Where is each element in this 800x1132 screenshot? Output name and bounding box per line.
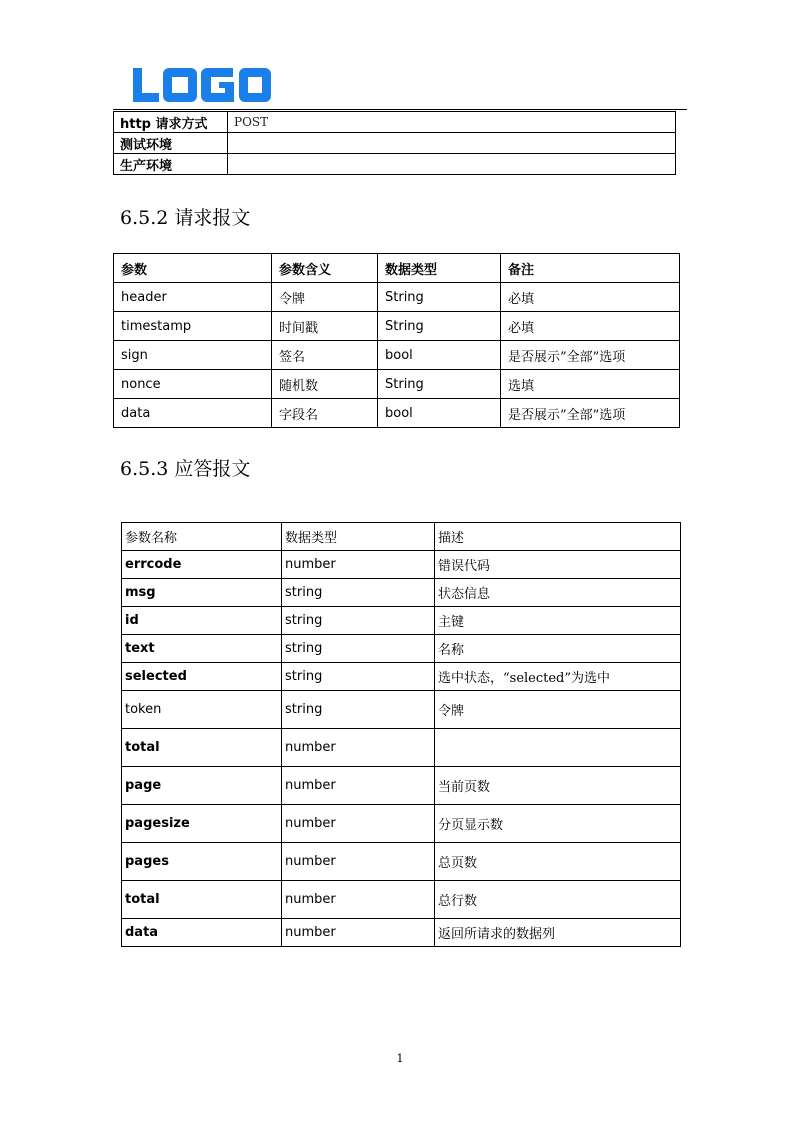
- table-cell: 主键: [435, 607, 681, 635]
- column-header: 数据类型: [378, 254, 501, 283]
- table-cell: number: [282, 843, 435, 881]
- table-row: [122, 663, 681, 691]
- table-row: [122, 691, 681, 729]
- table-row: [114, 154, 676, 175]
- table-cell: 必填: [501, 312, 680, 341]
- column-header: 描述: [435, 523, 681, 551]
- table-cell: 选填: [501, 370, 680, 399]
- table-cell: number: [282, 805, 435, 843]
- table-row: [114, 312, 680, 341]
- table-cell: page: [122, 767, 282, 805]
- table-header-row: [114, 254, 680, 283]
- table-cell: 总页数: [435, 843, 681, 881]
- table-row: [114, 133, 676, 154]
- table-cell: pages: [122, 843, 282, 881]
- table-row: [122, 919, 681, 947]
- header-rule: [113, 109, 687, 110]
- table-cell: String: [378, 283, 501, 312]
- table-row: [122, 805, 681, 843]
- table-cell: number: [282, 919, 435, 947]
- table-cell: bool: [378, 341, 501, 370]
- table-cell: 是否展示”全部”选项: [501, 399, 680, 428]
- http-method-value: POST: [228, 112, 676, 133]
- page-number: 1: [396, 1052, 404, 1065]
- table-cell: string: [282, 635, 435, 663]
- table-cell: 返回所请求的数据列: [435, 919, 681, 947]
- table-row: [122, 579, 681, 607]
- logo: [131, 66, 271, 106]
- table-row: [122, 635, 681, 663]
- table-row: [122, 767, 681, 805]
- table-header-row: [122, 523, 681, 551]
- table-cell: bool: [378, 399, 501, 428]
- table-cell: 签名: [272, 341, 378, 370]
- table-cell: number: [282, 729, 435, 767]
- table-cell: msg: [122, 579, 282, 607]
- table-cell: text: [122, 635, 282, 663]
- table-cell: 时间戳: [272, 312, 378, 341]
- table-cell: id: [122, 607, 282, 635]
- table-cell: 令牌: [435, 691, 681, 729]
- request-heading: 6.5.2 请求报文: [120, 207, 251, 229]
- column-header: 数据类型: [282, 523, 435, 551]
- table-cell: string: [282, 579, 435, 607]
- table-cell: string: [282, 663, 435, 691]
- table-row: [122, 729, 681, 767]
- test-env-value: [228, 133, 676, 154]
- table-cell: 随机数: [272, 370, 378, 399]
- table-cell: 令牌: [272, 283, 378, 312]
- table-cell: nonce: [114, 370, 272, 399]
- column-header: 参数: [114, 254, 272, 283]
- table-cell: String: [378, 370, 501, 399]
- column-header: 参数含义: [272, 254, 378, 283]
- http-info-table: [113, 111, 676, 175]
- table-row: [114, 283, 680, 312]
- table-cell: string: [282, 607, 435, 635]
- table-cell: total: [122, 729, 282, 767]
- prod-env-value: [228, 154, 676, 175]
- table-cell: 分页显示数: [435, 805, 681, 843]
- table-cell: 状态信息: [435, 579, 681, 607]
- prod-env-label: 生产环境: [114, 154, 228, 175]
- table-cell: number: [282, 881, 435, 919]
- column-header: 备注: [501, 254, 680, 283]
- response-table: [121, 522, 681, 947]
- column-header: 参数名称: [122, 523, 282, 551]
- table-cell: 选中状态，“selected”为选中: [435, 663, 681, 691]
- table-row: [122, 607, 681, 635]
- table-cell: String: [378, 312, 501, 341]
- table-cell: data: [114, 399, 272, 428]
- table-row: [114, 370, 680, 399]
- table-row: [114, 399, 680, 428]
- table-cell: 必填: [501, 283, 680, 312]
- table-row: [122, 881, 681, 919]
- table-cell: 错误代码: [435, 551, 681, 579]
- table-cell: number: [282, 767, 435, 805]
- test-env-label: 测试环境: [114, 133, 228, 154]
- table-cell: 当前页数: [435, 767, 681, 805]
- table-row: [122, 551, 681, 579]
- table-cell: string: [282, 691, 435, 729]
- request-table: [113, 253, 680, 428]
- table-row: [114, 112, 676, 133]
- table-cell: number: [282, 551, 435, 579]
- table-cell: 字段名: [272, 399, 378, 428]
- response-heading: 6.5.3 应答报文: [120, 458, 251, 480]
- table-cell: pagesize: [122, 805, 282, 843]
- table-row: [114, 341, 680, 370]
- table-cell: timestamp: [114, 312, 272, 341]
- table-cell: total: [122, 881, 282, 919]
- table-cell: 总行数: [435, 881, 681, 919]
- table-cell: sign: [114, 341, 272, 370]
- table-cell: token: [122, 691, 282, 729]
- http-method-label: http 请求方式: [114, 112, 228, 133]
- table-row: [122, 843, 681, 881]
- table-cell: 是否展示”全部”选项: [501, 341, 680, 370]
- table-cell: errcode: [122, 551, 282, 579]
- table-cell: 名称: [435, 635, 681, 663]
- table-cell: header: [114, 283, 272, 312]
- table-cell: selected: [122, 663, 282, 691]
- table-cell: data: [122, 919, 282, 947]
- table-cell: [435, 729, 681, 767]
